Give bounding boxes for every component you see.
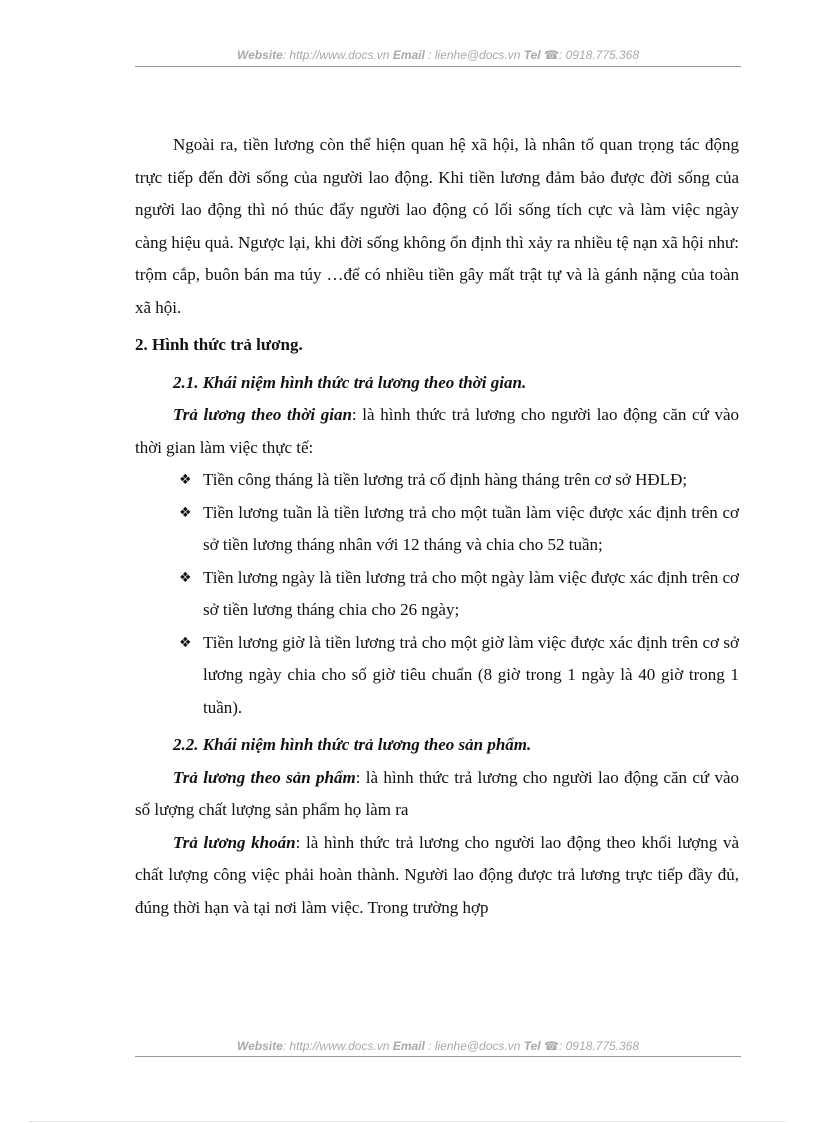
diamond-bullet-icon: ❖ bbox=[179, 634, 192, 651]
tel-value: : 0918.775.368 bbox=[558, 1039, 640, 1053]
diamond-bullet-icon: ❖ bbox=[179, 504, 192, 521]
footer-divider bbox=[135, 1056, 741, 1057]
contract-pay-term: Trả lương khoán bbox=[173, 832, 296, 852]
tel-label: Tel bbox=[523, 48, 541, 62]
contract-pay-definition bbox=[135, 827, 739, 925]
list-item-text: Tiền lương ngày là tiền lương trả cho một ngày làm việc được xác định trên cơ sở tiền lương tháng chia cho 26 ngày; bbox=[203, 567, 740, 619]
website-url: : http://www.docs.vn bbox=[282, 48, 390, 62]
subsection-heading-product: 2.2. Khái niệm hình thức trả lương theo sản phẩm. bbox=[173, 735, 532, 754]
time-pay-term: Trả lương theo thời gian bbox=[173, 405, 352, 424]
header-divider bbox=[135, 66, 741, 67]
time-pay-list bbox=[135, 464, 739, 724]
email-label: Email bbox=[392, 48, 425, 62]
diamond-bullet-icon: ❖ bbox=[179, 472, 192, 488]
tel-label: Tel bbox=[523, 1039, 541, 1053]
product-pay-text: : là hình thức trả lương cho người lao động căn cứ vào số lượng chất lượng sản phẩm họ làm ra bbox=[135, 767, 739, 819]
list-item-text: Tiền lương tuần là tiền lương trả cho một tuần làm việc được xác định trên cơ sở tiền lương tháng nhân với 12 tháng và chia cho 52 tuần; bbox=[203, 502, 739, 554]
list-item bbox=[179, 497, 739, 562]
subsection-heading-time: 2.1. Khái niệm hình thức trả lương theo thời gian. bbox=[173, 372, 527, 392]
email-label: Email bbox=[392, 1039, 425, 1053]
email-value: : lienhe@docs.vn bbox=[428, 1039, 521, 1053]
list-item bbox=[179, 627, 739, 725]
list-item-text: Tiền công tháng là tiền lương trả cố định hàng tháng trên cơ sở HĐLĐ; bbox=[203, 470, 688, 489]
product-pay-definition bbox=[135, 762, 739, 827]
tel-value: : 0918.775.368 bbox=[558, 48, 640, 62]
website-url: : http://www.docs.vn bbox=[282, 1039, 390, 1053]
list-item-text: Tiền lương giờ là tiền lương trả cho một giờ làm việc được xác định trên cơ sở lương ngày chia cho số giờ tiêu chuẩn (8 giờ trong 1 ngày là 40 giờ trong 1 tuần). bbox=[203, 632, 739, 717]
document-body bbox=[135, 129, 739, 924]
phone-icon: ☎ bbox=[544, 48, 559, 62]
product-pay-term: Trả lương theo sản phẩm bbox=[173, 767, 356, 787]
page-footer bbox=[135, 1039, 741, 1053]
page-bottom-border bbox=[30, 1121, 786, 1122]
email-value: : lienhe@docs.vn bbox=[428, 48, 521, 62]
list-item bbox=[179, 464, 739, 497]
diamond-bullet-icon: ❖ bbox=[179, 569, 192, 586]
page-header bbox=[135, 48, 741, 62]
website-label: Website bbox=[236, 48, 283, 62]
website-label: Website bbox=[236, 1039, 283, 1053]
phone-icon: ☎ bbox=[544, 1039, 559, 1053]
time-pay-text: : là hình thức trả lương cho người lao động căn cứ vào thời gian làm việc thực tế: bbox=[135, 405, 739, 457]
section-heading: 2. Hình thức trả lương. bbox=[135, 335, 303, 354]
intro-paragraph: Ngoài ra, tiền lương còn thể hiện quan hệ xã hội, là nhân tố quan trọng tác động trực tiếp đến đời sống của người lao động. Khi tiền lương đảm bảo được đời sống của người lao động thì nó thúc đẩy người lao động có lối sống tích cực và làm việc ngày càng hiệu quả. Ngược lại, khi đời sống không ổn định thì xảy ra nhiều tệ nạn xã hội như: trộm cắp, buôn bán ma túy …để có nhiều tiền gây mất trật tự và là gánh nặng của toàn xã hội. bbox=[135, 135, 739, 317]
time-pay-definition bbox=[135, 399, 739, 464]
contract-pay-text: : là hình thức trả lương cho người lao động theo khối lượng và chất lượng công việc phải hoàn thành. Người lao động được trả lương trực tiếp đầy đủ, đúng thời hạn và tại nơi làm việc. Trong trường hợp bbox=[135, 832, 739, 917]
list-item bbox=[179, 562, 739, 627]
